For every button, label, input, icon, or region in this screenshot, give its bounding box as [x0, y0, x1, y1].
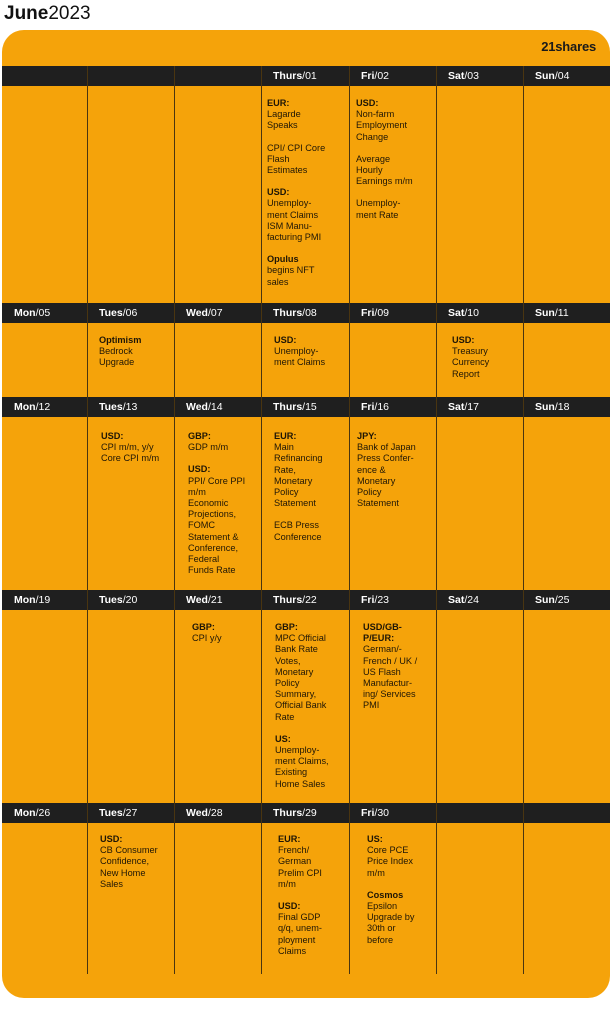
event-text: ment Claims: [274, 357, 326, 368]
week-header: [2, 590, 610, 610]
event-text: Core CPI m/m: [101, 453, 160, 464]
day-number: /05: [35, 307, 51, 319]
week-header: [2, 66, 610, 86]
column-divider: [261, 397, 262, 590]
event-text: Unemploy-: [274, 346, 319, 357]
event-text: Prelim CPI: [278, 867, 322, 878]
column-divider: [349, 590, 350, 803]
event-text: ployment: [278, 934, 316, 945]
day-header: [186, 590, 223, 610]
calendar-event: [274, 431, 344, 509]
event-text: PPI/ Core PPI: [188, 475, 246, 486]
day-number: /12: [35, 401, 51, 413]
day-name: Sat: [448, 401, 465, 413]
calendar-event: [99, 335, 170, 369]
event-text: Manufactur-: [363, 678, 413, 689]
day-header: [535, 66, 569, 86]
event-text: Confidence,: [100, 856, 150, 867]
day-number: /17: [464, 401, 479, 413]
day-cell: [274, 431, 344, 554]
page-title: June2023: [4, 3, 91, 24]
day-number: /13: [122, 401, 138, 413]
calendar-event: [356, 198, 432, 220]
day-header: [448, 590, 479, 610]
event-category: GBP:: [192, 622, 215, 632]
event-text: Existing: [275, 767, 308, 778]
day-number: /11: [554, 307, 569, 319]
event-category: US:: [275, 733, 291, 744]
column-divider: [436, 397, 437, 590]
column-divider: [523, 397, 524, 590]
day-header: [14, 590, 50, 610]
day-header: [99, 590, 137, 610]
event-category: EUR:: [278, 834, 301, 844]
day-name: Tues: [99, 807, 123, 819]
day-header: [273, 303, 317, 323]
day-number: /25: [554, 594, 570, 606]
calendar-event: [188, 464, 257, 576]
event-text: German/-: [363, 644, 402, 655]
day-cell: [192, 622, 257, 655]
calendar-event: [363, 622, 432, 633]
day-cell: [99, 335, 170, 380]
event-category: GBP:: [188, 431, 211, 441]
event-category: USD:: [278, 901, 301, 912]
day-cell: [101, 431, 170, 476]
event-text: Summary,: [275, 689, 317, 700]
week-header: [2, 397, 610, 417]
day-number: /18: [554, 401, 570, 413]
event-text: 30th or: [367, 923, 396, 934]
event-text: Monetary: [274, 475, 313, 486]
column-divider: [261, 303, 262, 397]
event-text: Economic: [188, 498, 229, 509]
column-divider: [349, 803, 350, 974]
column-divider: [261, 803, 262, 974]
event-text: Press Confer-: [357, 453, 414, 464]
day-name: Sat: [448, 70, 465, 82]
event-category: USD:: [267, 187, 290, 198]
day-number: /16: [374, 401, 390, 413]
day-name: Thurs: [273, 807, 303, 819]
day-header: [361, 303, 389, 323]
day-header: [186, 397, 223, 417]
day-number: /04: [554, 70, 570, 82]
event-text: CPI m/m, y/y: [101, 442, 154, 453]
day-name: Fri: [361, 70, 375, 82]
day-name: Sun: [535, 594, 555, 606]
calendar-event: [192, 622, 257, 644]
week-row: [2, 303, 610, 397]
calendar-event: [278, 901, 344, 957]
day-number: /08: [302, 307, 317, 319]
column-divider: [87, 397, 88, 590]
event-text: Bank of Japan: [357, 442, 416, 453]
week-header: [2, 303, 610, 323]
day-name: Wed: [186, 401, 208, 413]
event-text: Bedrock: [99, 346, 133, 357]
day-name: Wed: [186, 807, 208, 819]
event-text: Rate: [275, 711, 295, 722]
event-text: Core PCE: [367, 845, 409, 856]
event-text: Change: [356, 131, 389, 142]
event-text: Price Index: [367, 856, 413, 867]
event-text: GDP m/m: [188, 442, 229, 453]
day-header: [186, 303, 223, 323]
event-text: begins NFT: [267, 265, 315, 276]
event-category: USD:: [101, 431, 124, 441]
event-text: Sales: [100, 878, 123, 889]
day-header: [448, 303, 479, 323]
event-category: EUR:: [274, 431, 297, 441]
event-text: Currency: [452, 357, 490, 368]
event-text: French/: [278, 845, 310, 856]
calendar-event: [274, 335, 344, 369]
calendar-event: [267, 254, 344, 288]
event-text: US Flash: [363, 666, 401, 677]
day-number: /27: [122, 807, 138, 819]
day-cell: [278, 834, 344, 968]
calendar-event: [267, 143, 344, 177]
day-name: Thurs: [273, 594, 303, 606]
calendar-event: [275, 622, 344, 723]
day-name: Mon: [14, 594, 36, 606]
week-header: [2, 803, 610, 823]
calendar-event: [267, 187, 344, 243]
event-text: ence &: [357, 464, 386, 475]
event-text: Average: [356, 153, 391, 164]
event-text: Federal: [188, 554, 220, 565]
day-header: [14, 803, 50, 823]
day-header: [535, 397, 569, 417]
column-divider: [436, 803, 437, 974]
calendar-event: [100, 834, 170, 890]
day-name: Thurs: [273, 401, 303, 413]
event-text: Flash: [267, 153, 290, 164]
event-text: Funds Rate: [188, 565, 236, 576]
column-divider: [523, 303, 524, 397]
day-header: [99, 303, 137, 323]
calendar-event: [278, 834, 344, 890]
event-text: Report: [452, 368, 480, 379]
event-text: Votes,: [275, 655, 301, 666]
event-category: USD:: [100, 834, 123, 844]
event-text: ISM Manu-: [267, 220, 312, 231]
event-text: facturing PMI: [267, 232, 322, 243]
event-category: Opulus: [267, 254, 299, 265]
day-number: /28: [207, 807, 223, 819]
day-number: /22: [302, 594, 317, 606]
event-text: Official Bank: [275, 700, 327, 711]
day-number: /02: [374, 70, 390, 82]
event-text: m/m: [188, 486, 206, 497]
event-text: Statement: [274, 498, 316, 509]
week-row: [2, 590, 610, 803]
event-text: CPI/ CPI Core: [267, 142, 326, 153]
event-text: Monetary: [275, 666, 314, 677]
day-number: /21: [207, 594, 223, 606]
event-text: CB Consumer: [100, 845, 158, 856]
day-name: Sun: [535, 401, 555, 413]
column-divider: [349, 66, 350, 303]
event-text: ing/ Services: [363, 689, 416, 700]
column-divider: [523, 590, 524, 803]
brand-logo: 21shares: [541, 39, 596, 54]
event-category: P/EUR:: [363, 633, 395, 644]
column-divider: [523, 66, 524, 303]
calendar-event: [356, 98, 432, 143]
column-divider: [174, 590, 175, 803]
calendar-card: [2, 30, 610, 998]
event-text: Main: [274, 442, 294, 453]
event-text: m/m: [278, 878, 296, 889]
day-cell: [100, 834, 170, 901]
event-text: ment Rate: [356, 209, 399, 220]
day-header: [14, 303, 50, 323]
event-text: ment Claims: [267, 209, 319, 220]
event-text: Speaks: [267, 120, 298, 131]
day-header: [361, 397, 389, 417]
column-divider: [349, 397, 350, 590]
day-cell: [267, 98, 344, 299]
day-number: /01: [302, 70, 317, 82]
day-number: /06: [122, 307, 138, 319]
event-text: Unemploy-: [275, 745, 320, 756]
event-text: Rate,: [274, 464, 296, 475]
event-text: Estimates: [267, 165, 308, 176]
event-text: Claims: [278, 945, 307, 956]
calendar-event: [367, 834, 432, 879]
column-divider: [261, 66, 262, 303]
event-text: m/m: [367, 867, 385, 878]
calendar-event: [452, 335, 519, 380]
event-text: Refinancing: [274, 453, 323, 464]
event-category: US:: [367, 834, 383, 844]
day-header: [448, 397, 479, 417]
event-text: sales: [267, 276, 289, 287]
event-category: USD:: [188, 464, 211, 475]
day-number: /03: [464, 70, 479, 82]
column-divider: [261, 590, 262, 803]
column-divider: [174, 303, 175, 397]
day-cell: [363, 622, 432, 723]
event-category: USD:: [274, 335, 297, 345]
calendar-event: [188, 431, 257, 453]
column-divider: [436, 66, 437, 303]
event-text: ECB Press: [274, 520, 319, 531]
day-name: Sat: [448, 594, 465, 606]
event-text: Conference,: [188, 542, 239, 553]
event-text: PMI: [363, 700, 380, 711]
day-header: [273, 397, 317, 417]
event-text: Conference: [274, 531, 322, 542]
event-text: FOMC: [188, 520, 216, 531]
day-name: Wed: [186, 307, 208, 319]
day-header: [273, 590, 317, 610]
day-number: /20: [122, 594, 138, 606]
day-cell: [356, 98, 432, 232]
event-category: EUR:: [267, 98, 290, 108]
event-text: MPC Official: [275, 633, 326, 644]
event-text: Hourly: [356, 165, 383, 176]
event-text: Lagarde: [267, 109, 301, 120]
event-text: Non-farm: [356, 109, 395, 120]
event-text: French / UK /: [363, 655, 418, 666]
event-text: Policy: [357, 487, 382, 498]
day-cell: [357, 431, 432, 520]
day-number: /23: [374, 594, 390, 606]
calendar-event: [267, 98, 344, 132]
event-text: Statement &: [188, 531, 239, 542]
calendar-event: [356, 154, 432, 188]
day-number: /15: [302, 401, 317, 413]
day-header: [99, 397, 137, 417]
day-name: Mon: [14, 401, 36, 413]
day-name: Fri: [361, 307, 375, 319]
column-divider: [174, 66, 175, 303]
event-text: Policy: [274, 487, 299, 498]
day-cell: [188, 431, 257, 587]
day-header: [273, 803, 317, 823]
column-divider: [174, 397, 175, 590]
column-divider: [87, 803, 88, 974]
week-row: [2, 803, 610, 974]
column-divider: [349, 303, 350, 397]
event-text: Policy: [275, 678, 300, 689]
column-divider: [436, 303, 437, 397]
day-name: Thurs: [273, 307, 303, 319]
day-name: Mon: [14, 307, 36, 319]
calendar-event: [363, 633, 432, 711]
day-name: Sun: [535, 307, 555, 319]
day-number: /24: [464, 594, 479, 606]
day-name: Thurs: [273, 70, 303, 82]
day-name: Tues: [99, 401, 123, 413]
day-header: [448, 66, 479, 86]
day-cell: [367, 834, 432, 957]
event-category: USD/GB-: [363, 622, 402, 632]
event-text: Unemploy-: [267, 198, 312, 209]
calendar-event: [274, 520, 344, 542]
day-header: [99, 803, 137, 823]
day-name: Sun: [535, 70, 555, 82]
day-name: Fri: [361, 594, 375, 606]
day-header: [361, 66, 389, 86]
event-text: q/q, unem-: [278, 923, 322, 934]
day-name: Fri: [361, 401, 375, 413]
day-header: [535, 303, 569, 323]
calendar-event: [357, 431, 432, 509]
day-number: /29: [302, 807, 317, 819]
day-header: [186, 803, 223, 823]
day-name: Tues: [99, 307, 123, 319]
event-category: Optimism: [99, 335, 142, 345]
event-text: Statement: [357, 498, 399, 509]
event-text: Unemploy-: [356, 198, 401, 209]
column-divider: [523, 803, 524, 974]
event-category: GBP:: [275, 622, 298, 632]
event-text: Final GDP: [278, 912, 321, 923]
calendar-event: [275, 734, 344, 790]
day-cell: [274, 335, 344, 380]
event-text: Upgrade: [99, 357, 135, 368]
day-header: [535, 590, 569, 610]
event-text: Projections,: [188, 509, 237, 520]
event-text: before: [367, 934, 394, 945]
calendar-event: [101, 431, 170, 465]
day-number: /10: [464, 307, 479, 319]
day-number: /30: [374, 807, 390, 819]
event-text: Bank Rate: [275, 644, 318, 655]
event-category: USD:: [356, 98, 379, 108]
day-header: [14, 397, 50, 417]
day-name: Mon: [14, 807, 36, 819]
column-divider: [174, 803, 175, 974]
event-text: CPI y/y: [192, 633, 222, 644]
event-text: Home Sales: [275, 778, 326, 789]
column-divider: [87, 66, 88, 303]
day-number: /19: [35, 594, 51, 606]
day-header: [361, 590, 389, 610]
event-category: USD:: [452, 335, 475, 345]
day-name: Sat: [448, 307, 465, 319]
column-divider: [436, 590, 437, 803]
event-text: Monetary: [357, 475, 396, 486]
event-text: New Home: [100, 867, 146, 878]
event-category: Cosmos: [367, 889, 404, 900]
day-name: Tues: [99, 594, 123, 606]
day-number: /09: [374, 307, 390, 319]
event-text: Epsilon: [367, 901, 398, 912]
day-cell: [275, 622, 344, 801]
event-text: Upgrade by: [367, 912, 415, 923]
day-name: Wed: [186, 594, 208, 606]
day-number: /26: [35, 807, 51, 819]
calendar-event: [367, 890, 432, 946]
week-row: [2, 397, 610, 590]
event-text: Earnings m/m: [356, 176, 413, 187]
column-divider: [87, 590, 88, 803]
day-number: /14: [207, 401, 223, 413]
day-header: [273, 66, 317, 86]
day-number: /07: [207, 307, 223, 319]
day-cell: [452, 335, 519, 391]
event-text: German: [278, 856, 312, 867]
event-category: JPY:: [357, 431, 377, 441]
column-divider: [87, 303, 88, 397]
day-header: [361, 803, 389, 823]
event-text: Treasury: [452, 346, 488, 357]
day-name: Fri: [361, 807, 375, 819]
event-text: ment Claims,: [275, 756, 329, 767]
event-text: Employment: [356, 120, 408, 131]
week-row: [2, 66, 610, 303]
